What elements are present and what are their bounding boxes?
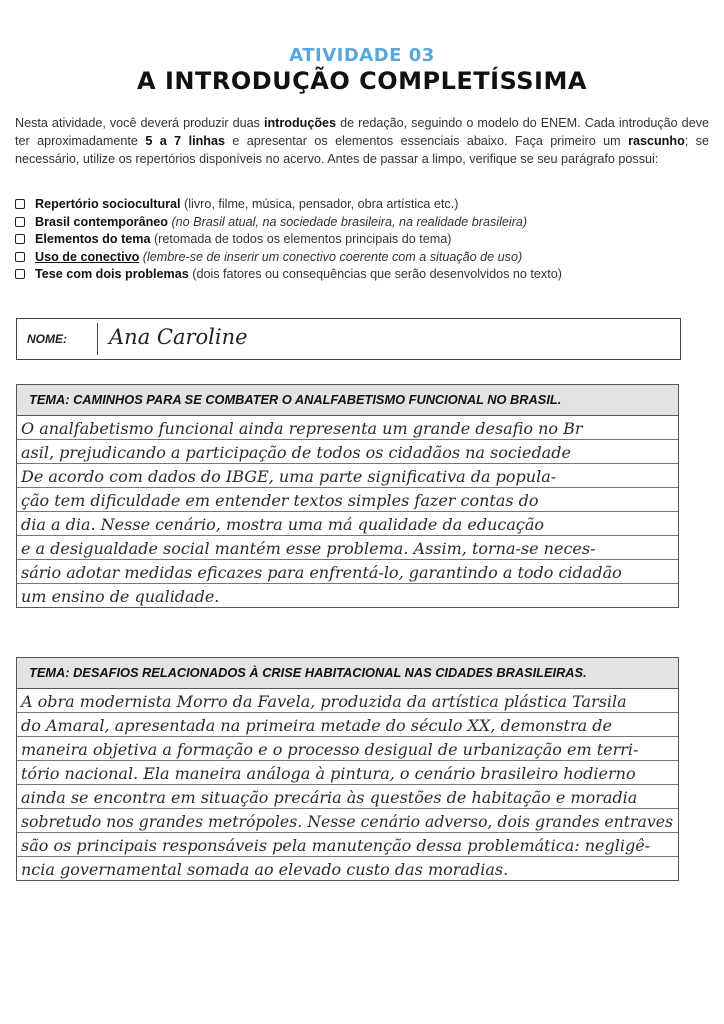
theme-1-writing-area[interactable] — [16, 416, 679, 608]
name-value[interactable]: Ana Caroline — [109, 325, 248, 349]
checkbox-icon[interactable] — [15, 199, 25, 209]
checkbox-icon[interactable] — [15, 269, 25, 279]
writing-line[interactable]: maneira objetiva a formação e o processo desigual de urbanização em terri- — [17, 737, 678, 761]
name-divider — [97, 323, 98, 355]
checklist-item[interactable]: Tese com dois problemas (dois fatores ou consequências que serão desenvolvidos no texto) — [15, 266, 715, 284]
writing-line[interactable]: são os principais responsáveis pela manutenção dessa problemática: negligê- — [17, 833, 678, 857]
theme-1-title: TEMA: CAMINHOS PARA SE COMBATER O ANALFABETISMO FUNCIONAL NO BRASIL. — [16, 384, 679, 416]
name-field[interactable] — [16, 318, 681, 360]
page-title: A INTRODUÇÃO COMPLETÍSSIMA — [137, 67, 587, 95]
checkbox-icon[interactable] — [15, 234, 25, 244]
intro-bold-1: introduções — [263, 116, 337, 130]
writing-line[interactable]: sobretudo nos grandes metrópoles. Nesse cenário adverso, dois grandes entraves — [17, 809, 678, 833]
theme-2-writing-area[interactable] — [16, 689, 679, 881]
activity-number: ATIVIDADE 03 — [289, 45, 435, 66]
writing-line[interactable]: tório nacional. Ela maneira análoga à pintura, o cenário brasileiro hodierno — [17, 761, 678, 785]
checkbox-icon[interactable] — [15, 217, 25, 227]
writing-line[interactable]: dia a dia. Nesse cenário, mostra uma má qualidade da educação — [17, 512, 678, 536]
writing-line[interactable]: e a desigualdade social mantém esse problema. Assim, torna-se neces- — [17, 536, 678, 560]
criteria-checklist — [15, 196, 715, 284]
checkbox-icon[interactable] — [15, 252, 25, 262]
checklist-item[interactable]: Elementos do tema (retomada de todos os elementos principais do tema) — [15, 231, 715, 249]
writing-line[interactable]: asil, prejudicando a participação de todos os cidadãos na sociedade — [17, 440, 678, 464]
writing-line[interactable]: O analfabetismo funcional ainda representa um grande desafio no Br — [17, 416, 678, 440]
writing-line[interactable]: do Amaral, apresentada na primeira metade do século XX, demonstra de — [17, 713, 678, 737]
writing-line[interactable]: um ensino de qualidade. — [21, 587, 220, 606]
name-label: NOME: — [27, 332, 67, 346]
writing-line[interactable]: ainda se encontra em situação precária às questões de habitação e moradia — [17, 785, 678, 809]
instructions-paragraph: Nesta atividade, você deverá produzir duas introduções de redação, seguindo o modelo do ENEM. Cada introdução deve ter aproximadamente 5 a 7 linhas e apresentar os elementos essenciais abaixo. Faça primeiro um rascunho; se necessário, utilize os repertórios disponíveis no acervo. Antes de passar a limpo, verifique se seu parágrafo possui: — [15, 116, 709, 166]
intro-bold-3: rascunho — [628, 134, 685, 148]
intro-bold-2: 5 a 7 linhas — [145, 134, 225, 148]
checklist-item[interactable]: Repertório sociocultural (livro, filme, música, pensador, obra artística etc.) — [15, 196, 715, 214]
writing-line[interactable]: ncia governamental somada ao elevado custo das moradias. — [21, 860, 509, 879]
writing-line[interactable]: sário adotar medidas eficazes para enfrentá-lo, garantindo a todo cidadão — [17, 560, 678, 584]
writing-line[interactable]: A obra modernista Morro da Favela, produzida da artística plástica Tarsila — [17, 689, 678, 713]
checklist-item[interactable]: Brasil contemporâneo (no Brasil atual, na sociedade brasileira, na realidade brasileira) — [15, 214, 715, 232]
writing-line[interactable]: De acordo com dados do IBGE, uma parte significativa da popula- — [17, 464, 678, 488]
checklist-item[interactable]: Uso de conectivo (lembre-se de inserir um conectivo coerente com a situação de uso) — [15, 249, 715, 267]
writing-line[interactable]: ção tem dificuldade em entender textos simples fazer contas do — [17, 488, 678, 512]
theme-2-title: TEMA: DESAFIOS RELACIONADOS À CRISE HABITACIONAL NAS CIDADES BRASILEIRAS. — [16, 657, 679, 689]
